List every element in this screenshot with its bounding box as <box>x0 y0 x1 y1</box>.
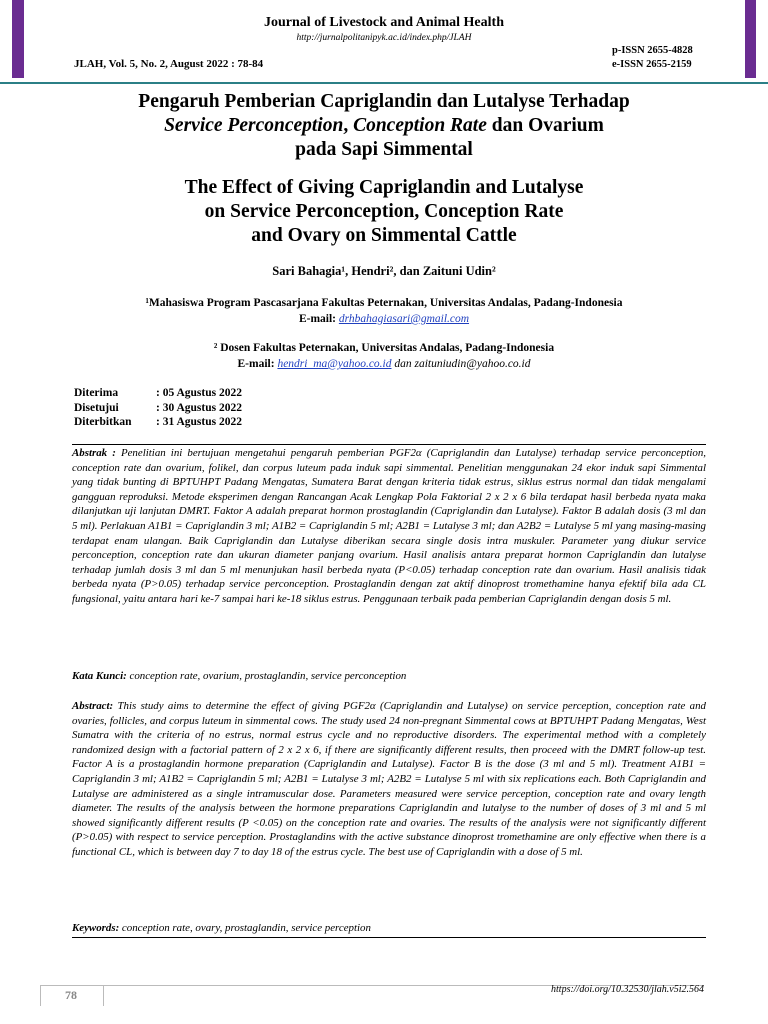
doi-link[interactable]: https://doi.org/10.32530/jlah.v5i2.564 <box>551 984 704 995</box>
affiliation-1: ¹Mahasiswa Program Pascasarjana Fakultas Peternakan, Universitas Andalas, Padang-Indonesia E-mail: drhbahagiasari@gmail.com <box>145 297 623 325</box>
journal-url[interactable]: http://jurnalpolitanipyk.ac.id/index.php/JLAH <box>296 33 472 43</box>
title-english <box>60 176 708 248</box>
affiliation-2: ² Dosen Fakultas Peternakan, Universitas Andalas, Padang-Indonesia E-mail: hendri_ma@yahoo.co.id dan zaituniudin@yahoo.co.id <box>213 342 555 370</box>
abstract-top-rule <box>72 444 706 445</box>
e-issn: e-ISSN 2655-2159 <box>612 59 692 70</box>
page-number: 78 <box>65 988 77 1002</box>
title-en-line2: on Service Perconception, Conception Rate <box>204 201 564 222</box>
p-issn: p-ISSN 2655-4828 <box>612 45 693 56</box>
dates-block <box>74 386 242 430</box>
abstract-paragraph: Abstract: This study aims to determine the effect of giving PGF2α (Capriglandin and Lutalyse) on service perception, conception rate and ovaries, follicles, and corpus luteum in simmental cows. The study used 24 non-pregnant Simmental cows at BPTUHPT Padang Mengatas, West Sumatra with the criteria of no estrus, normal estrus cycle and no reproductive disorders. The experimental method with a completely randomized design with a factorial pattern of 2 x 2 x 6, if there are significantly different results, then proceed with the DMRT follow-up test. Factor A is a prostaglandin hormone preparation (Capriglandin and Lutalyse). Factor B is the dose (3 ml and 5 ml). Treatment A1B1 = Capriglandin 3 ml; A1B2 = Capriglandin 5 ml; A2B1 = Lutalyse 3 ml; A2B2 = Lutalyse 5 ml with six replications each. Both Capriglandin and Lutalyse are administered as a single intramuscular dose. Parameters measured were service perception, conception rate and ovary length diameter. The results of the analysis between the hormone preparations Capriglandin and lutalyse to the number of doses of 3 ml and 5 ml showed significantly different results (P <0.05) on the conception rate and ovaries. The results of the analysis were not significantly different (P>0.05) with respect to service perception. Prostaglandins with the active substance dinoprost tromethamine are only effective when there is a functional CL, which is between day 7 to day 18 of the estrus cycle. The best use of Capriglandin with a dose of 5 ml. <box>72 700 706 858</box>
title-en-line1: The Effect of Giving Capriglandin and Lutalyse <box>184 177 584 198</box>
volume-info: JLAH, Vol. 5, No. 2, August 2022 : 78-84 <box>74 58 264 70</box>
abstract-bottom-rule <box>72 937 706 938</box>
date-published: Diterbitkan : 31 Agustus 2022 <box>74 416 242 428</box>
keywords: Keywords: conception rate, ovary, prostaglandin, service perception <box>72 922 371 934</box>
email-link-1[interactable]: drhbahagiasari@gmail.com <box>338 313 470 325</box>
issn-block <box>612 44 693 72</box>
title-id-line1: Pengaruh Pemberian Capriglandin dan Lutalyse Terhadap <box>138 91 630 112</box>
journal-name: Journal of Livestock and Animal Health <box>264 15 504 30</box>
kata-kunci: Kata Kunci: conception rate, ovarium, prostaglandin, service perconception <box>72 670 407 682</box>
header-rule <box>0 82 768 84</box>
title-id-line3: pada Sapi Simmental <box>295 139 473 160</box>
date-received: Diterima : 05 Agustus 2022 <box>74 387 242 399</box>
title-indonesian <box>60 90 708 162</box>
title-en-line3: and Ovary on Simmental Cattle <box>251 225 517 246</box>
date-approved: Disetujui : 30 Agustus 2022 <box>74 401 242 414</box>
authors: Sari Bahagia¹, Hendri², dan Zaituni Udin² <box>272 264 496 278</box>
email-3: zaituniudin@yahoo.co.id <box>414 358 531 370</box>
title-id-line2: Service Perconception, Conception Rate dan Ovarium <box>164 115 604 136</box>
abstrak-paragraph: Abstrak : Penelitian ini bertujuan mengetahui pengaruh pemberian PGF2α (Capriglandin dan Lutalyse) terhadap service perconception, conception rate dan ovarium, folikel, dan corpus luteum pada induk sapi simmental. Penelitian menggunakan 24 ekor induk sapi Simmental yang tidak bunting di BPTUHPT Padang Mengatas, Sumatera Barat dengan kriteria tidak estrus, siklus estrus normal dan tidak mengalami gangguan reproduksi. Metode eksperimen dengan Rancangan Acak Lengkap Pola Faktorial 2 x 2 x 6 bila terdapat hasil berbeda nyata maka dilanjutkan uji lanjutan DMRT. Faktor A adalah preparat hormon prostaglandin (Capriglandin dan Lutalyse). Faktor B adalah dosis (3 ml dan 5 ml). Perlakuan A1B1 = Capriglandin 3 ml; A1B2 = Capriglandin 5 ml; A2B1 = Lutalyse 3 ml; dan A2B2 = Lutalyse 5 ml yang masing-masing terdapat enam ulangan. Baik Capriglandin dan Lutalyse diberikan secara single dosis intra muskuler. Parameter yang diukur service perconception, conception rate dan ukuran diameter panjang ovarium. Hasil analisis antara preparat hormon Capriglandin dan lutalyse terhadap jumlah dosis 3 ml dan 5 ml menunjukan hasil berbeda nyata (P<0.05) terhadap conception rate dan ovarium. Hasil analisis tidak berbeda nyata (P>0.05) terhadap service perconception. Prostaglandin dengan zat aktif dinoprost tromethamine hanya efektif bila ada CL fungsional, yaitu antara hari ke-7 sampai hari ke-18 siklus estrus. Penggunaan terbaik pada pemberian Capriglandin dengan dosis 5 ml. <box>72 447 706 605</box>
email-link-2[interactable]: hendri_ma@yahoo.co.id <box>277 358 392 370</box>
